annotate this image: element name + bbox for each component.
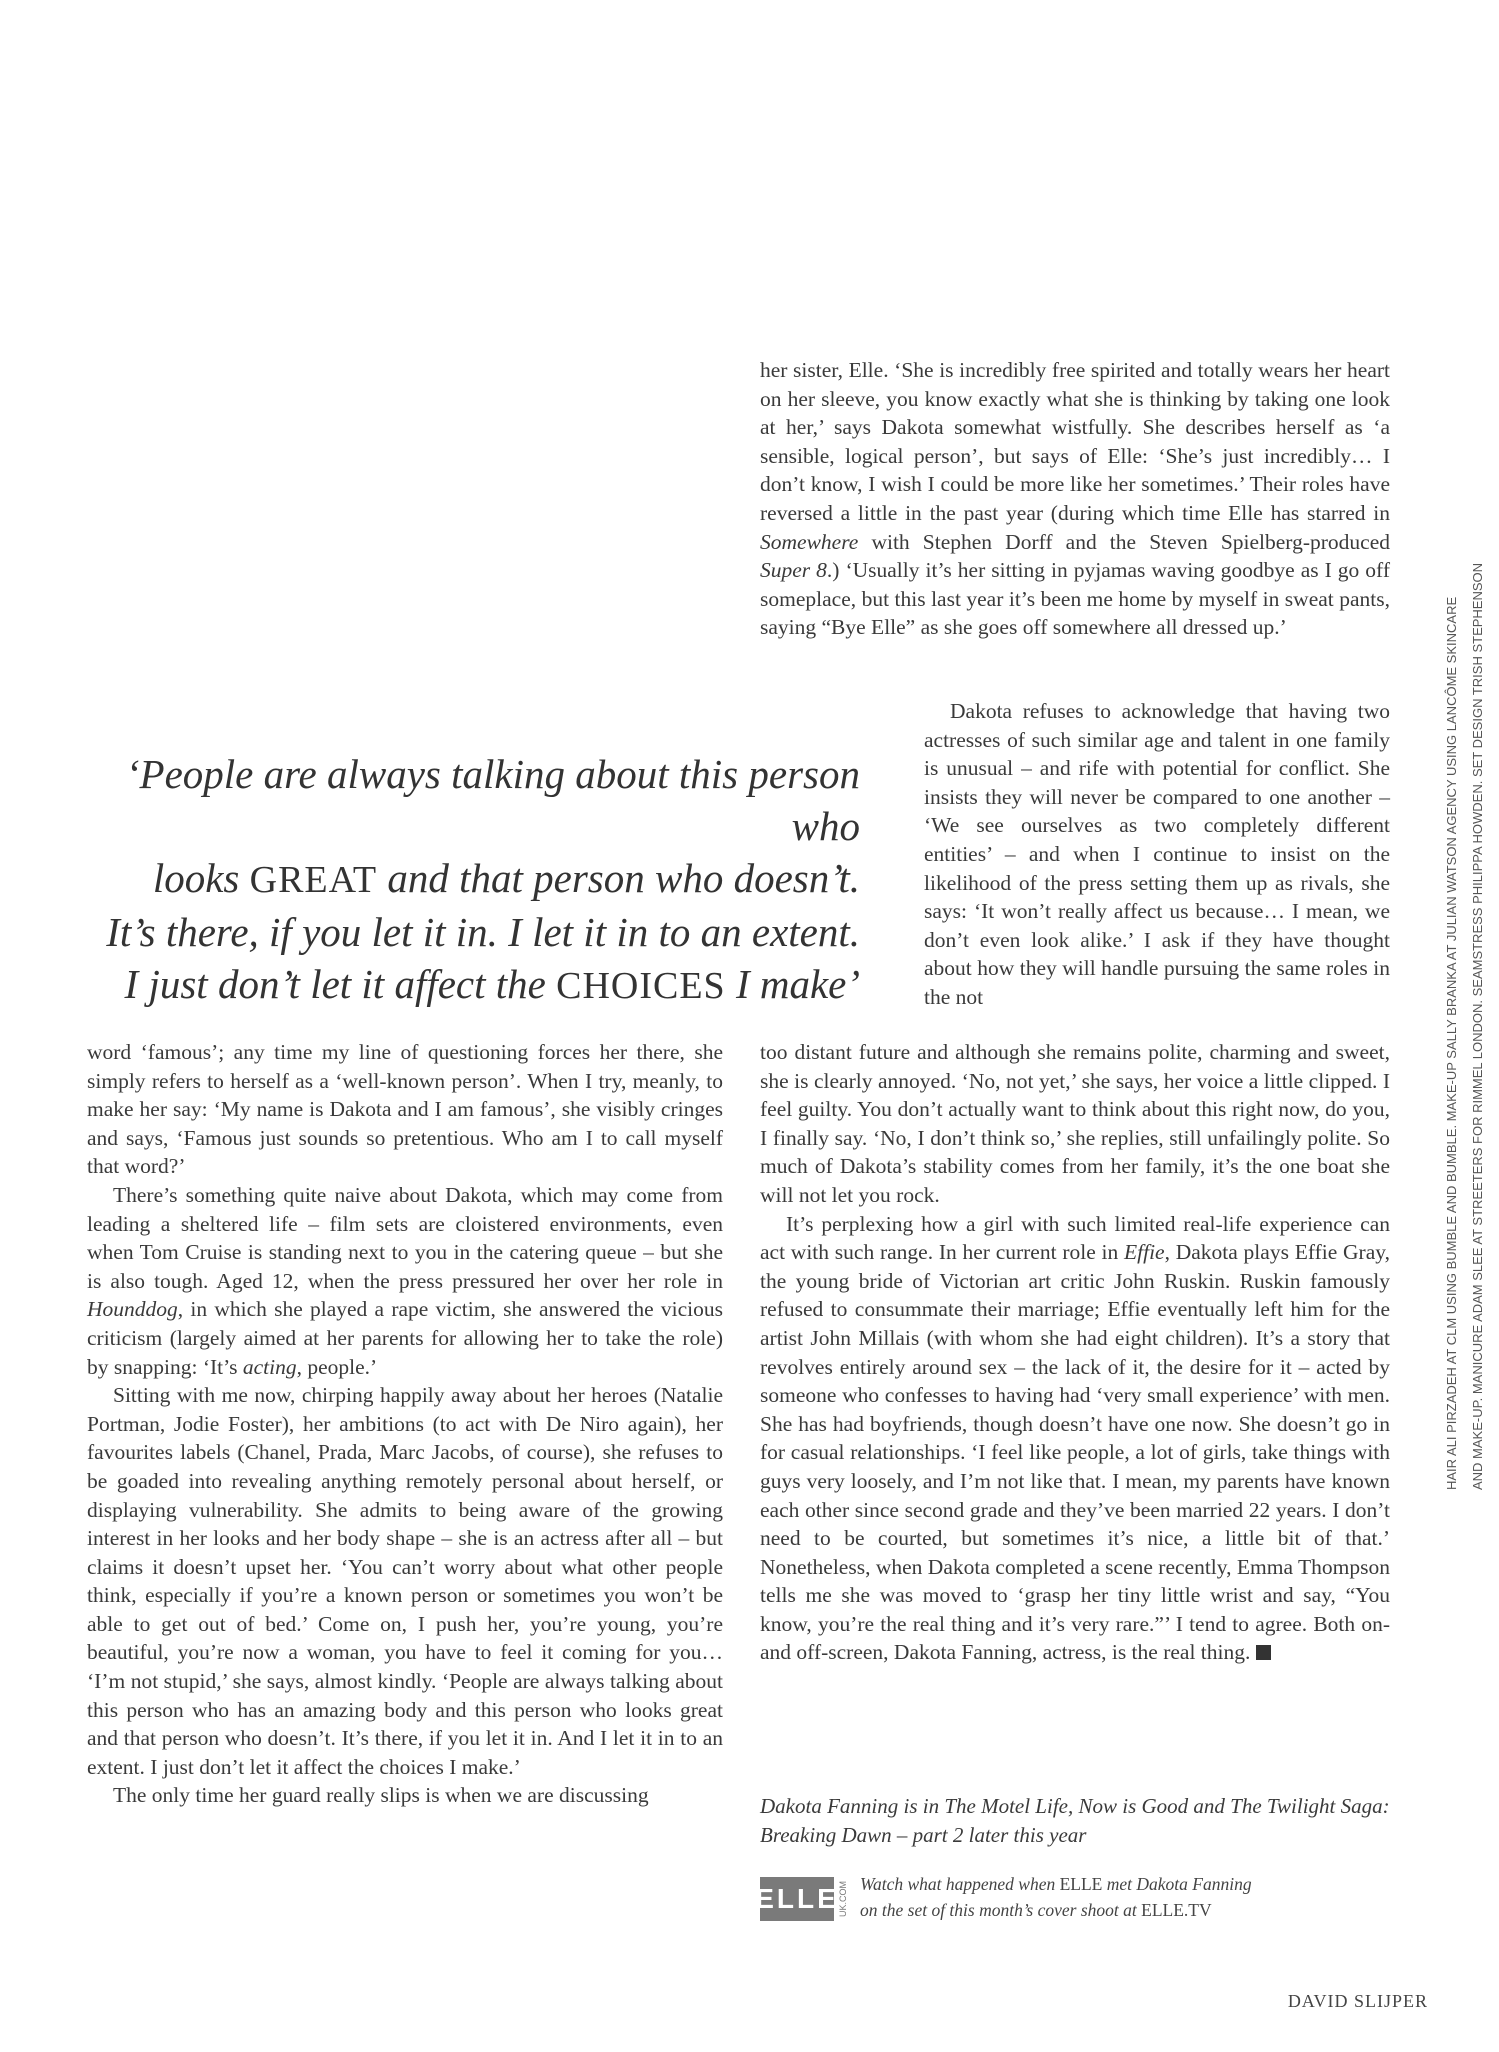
body-paragraph: There’s something quite naive about Dakota, which may come from leading a sheltered life – film sets are cloistered environments, even when Tom Cruise is standing next to you in the catering queue – but she is also tough. Aged 12, when the press pressured her over her role in Hounddog, in which she played a rape victim, she answered the vicious criticism (largely aimed at her parents for allowing her to take the role) by snapping: ‘It’s acting, people.’ xyxy=(87,1182,723,1379)
pull-quote-line-4: I just don’t let it affect the CHOICES I make’ xyxy=(124,961,860,1007)
pull-quote xyxy=(60,748,860,1012)
body-paragraph: Sitting with me now, chirping happily away about her heroes (Natalie Portman, Jodie Foster), her ambitions (to act with De Niro again), her favourites labels (Chanel, Prada, Marc Jacobs, of course), she refuses to be goaded into revealing anything remotely personal about herself, or displaying vulnerability. She admits to being aware of the growing interest in her looks and her body shape – she is an actress after all – but claims it doesn’t upset her. ‘You can’t worry about what other people think, especially if you’re a known person or sometimes you won’t be able to get out of bed.’ Come on, I push her, you’re young, you’re beautiful, you’re now a woman, you have to feel it coming for you… ‘I’m not stupid,’ she says, almost kindly. ‘People are always talking about this person who has an amazing body and this person who looks great and that person who doesn’t. It’s there, if you let it in. And I let it in to an extent. I just don’t let it affect the choices I make.’ xyxy=(87,1383,723,1779)
body-paragraph-right-top: her sister, Elle. ‘She is incredibly free spirited and totally wears her heart on her sleeve, you know exactly what she is thinking by taking one look at her,’ says Dakota somewhat wistfully. She describes herself as ‘a sensible, logical person’, but says of Elle: ‘She’s just incredibly… I don’t know, I wish I could be more like her sometimes.’ Their roles have reversed a little in the past year (during which time Elle has starred in Somewhere with Stephen Dorff and the Steven Spielberg-produced Super 8.) ‘Usually it’s her sitting in pyjamas waving goodbye as I go off someplace, but this last year it’s been me home by myself in sweat pants, saying “Bye Elle” as she goes off somewhere all dressed up.’ xyxy=(760,358,1390,640)
left-column-text xyxy=(87,1038,723,1810)
end-mark-icon xyxy=(1256,1645,1271,1660)
film-caption: Dakota Fanning is in The Motel Life, Now is Good and The Twilight Saga: Breaking Dawn – part 2 later this year xyxy=(760,1794,1390,1847)
right-column-text xyxy=(760,1038,1390,1667)
body-paragraph: word ‘famous’; any time my line of questioning forces her there, she simply refers to herself as a ‘well-known person’. When I try, meanly, to make her say: ‘My name is Dakota and I am famous’, she visibly cringes and says, ‘Famous just sounds so pretentious. Who am I to call myself that word?’ xyxy=(87,1040,723,1179)
elle-logo: ELLE xyxy=(760,1877,834,1921)
elle-tv-promo[interactable] xyxy=(755,1871,1320,1933)
elle-uk-label: UK.COM xyxy=(838,1881,848,1917)
body-paragraph: It’s perplexing how a girl with such limited real-life experience can act with such range. In her current role in Effie, Dakota plays Effie Gray, the young bride of Victorian art critic John Ruskin. Ruskin famously refused to consummate their marriage; Effie eventually left him for the artist John Millais (with whom she had eight children). It’s a story that revolves entirely around sex – the lack of it, the desire for it – acted by someone who confesses to having had ‘very small experience’ with men. She has had boyfriends, though doesn’t have one now. She doesn’t go in for casual relationships. ‘I feel like people, a lot of girls, take things with guys very loosely, and I’m not like that. I mean, my parents have known each other since second grade and they’ve been married 22 years. I don’t need to be courted, but sometimes it’s nice, a little bit of that.’ Nonetheless, when Dakota completed a scene recently, Emma Thompson tells me she was moved to ‘grasp her tiny little wrist and say, “You know, you’re the real thing and it’s very rare.”’ I tend to agree. Both on- and off-screen, Dakota Fanning, actress, is the real thing. xyxy=(760,1211,1390,1665)
side-credits xyxy=(1439,490,1499,1490)
body-paragraph-right-mid: Dakota refuses to acknowledge that having two actresses of such similar age and talent in one family is unusual – and rife with potential for conflict. She insists they will never be compared to one another – ‘We see ourselves as two completely different entities’ – and when I continue to insist on the likelihood of the press setting them up as rivals, she says: ‘It won’t really affect us because… I mean, we don’t even look alike.’ I ask if they have thought about how they will handle pursuing the same roles in the not xyxy=(924,699,1390,1009)
pull-quote-line-1: ‘People are always talking about this person who xyxy=(125,751,860,849)
pull-quote-line-3: It’s there, if you let it in. I let it in to an extent. xyxy=(106,909,860,955)
body-paragraph: The only time her guard really slips is when we are discussing xyxy=(113,1783,649,1808)
elle-tv-promo-text: Watch what happened when ELLE met Dakota Fanning on the set of this month’s cover shoot at ELLE.TV xyxy=(860,1874,1252,1920)
side-credits-line-1: HAIR ALI PIRZADEH AT CLM USING BUMBLE AND BUMBLE. MAKE-UP SALLY BRANKA AT JULIAN WATSON AGENCY USING LANCÔME SKINCARE xyxy=(1444,596,1459,1490)
pull-quote-line-2: looks GREAT and that person who doesn’t. xyxy=(152,855,860,901)
photographer-credit: DAVID SLIJPER xyxy=(1287,1991,1428,2011)
side-credits-line-2: AND MAKE-UP. MANICURE ADAM SLEE AT STREETERS FOR RIMMEL LONDON. SEAMSTRESS PHILIPPA HOWDEN. SET DESIGN TRISH STEPHENSON xyxy=(1470,562,1485,1490)
body-paragraph: too distant future and although she remains polite, charming and sweet, she is clearly annoyed. ‘No, not yet,’ she says, her voice a little clipped. I feel guilty. You don’t actually want to think about this right now, do you, I finally say. ‘No, I don’t think so,’ she replies, still unfailingly polite. So much of Dakota’s stability comes from her family, it’s the one boat she will not let you rock. xyxy=(760,1040,1390,1207)
